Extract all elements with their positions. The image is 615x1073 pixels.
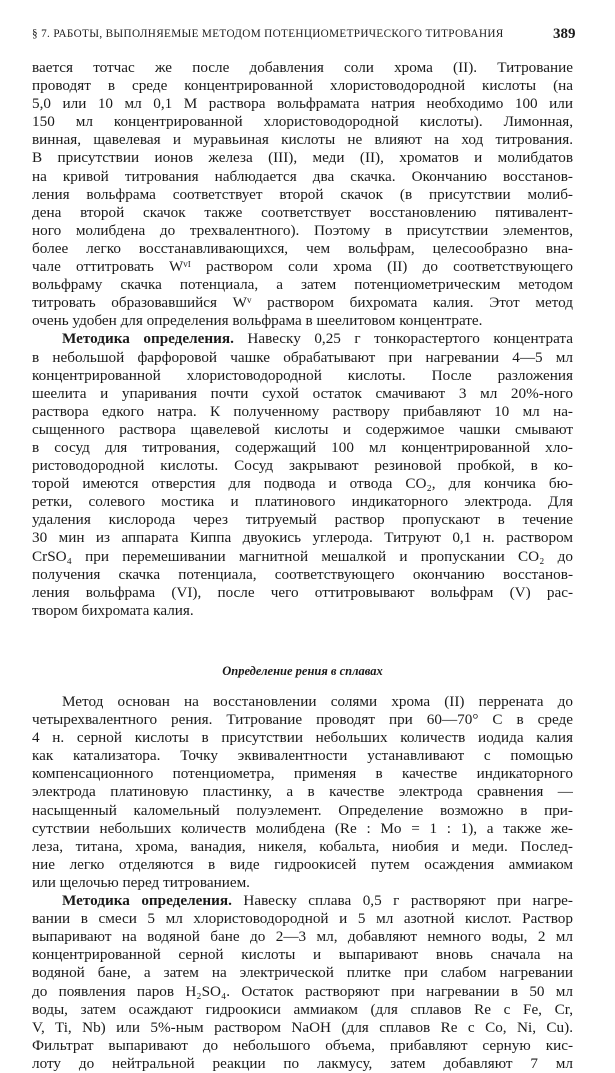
text-line: очень удобен для определения вольфрама в шеелитовом концентрате. xyxy=(32,312,483,330)
text-line: водяной бане, а затем на электрической плитке при слабом нагревании xyxy=(32,964,573,982)
text-line: дена второй скачок также соответствует восстановлению пятивалент- xyxy=(32,203,573,221)
text-line: шеелита и упаривания почти сухой остаток смачивают 3 мл 20%-ного xyxy=(32,384,573,402)
text-line: В присутствии ионов железа (III), меди (II), хроматов и молибдатов xyxy=(32,149,573,167)
running-head: § 7. РАБОТЫ, ВЫПОЛНЯЕМЫЕ МЕТОДОМ ПОТЕНЦИОМЕТРИЧЕСКОГО ТИТРОВАНИЯ xyxy=(32,28,504,40)
procedure-first-line-text: Навеску 0,25 г тонкорастертого концентрата xyxy=(233,330,573,348)
paragraph-rhenium-procedure xyxy=(32,892,573,1073)
text-line: до появления паров H₂SO₄. Остаток растворяют при нагревании в 50 мл xyxy=(32,982,573,1000)
text-line: вольфраму скачка потенциала, а затем потенциометрическим методом xyxy=(32,276,573,294)
text-line: удаления кислорода через титруемый раствор пропускают в течение xyxy=(32,511,573,529)
section-heading: Определение рения в сплавах xyxy=(222,663,383,678)
text-line: на кривой титрования наблюдается два скачка. Окончанию восстанов- xyxy=(32,167,573,185)
text-line: выпаривают на водяной бане до 2—3 мл, добавляют немного воды, 2 мл xyxy=(32,928,573,946)
section-spacer xyxy=(32,620,573,662)
text-line: воды, затем осаждают гидроокиси аммиаком (для сплавов Re с Fe, Cr, xyxy=(32,1000,573,1018)
text-line: торой имеются отверстия для подвода и отвода CO₂, для кончика бю- xyxy=(32,475,573,493)
text-line: Метод основан на восстановлении солями хрома (II) перрената до xyxy=(62,693,573,710)
text-line: титровать образовавшийся Wᵛ раствором бихромата калия. Этот метод xyxy=(32,294,573,312)
procedure-first-line xyxy=(32,330,573,348)
body-text xyxy=(32,59,573,1073)
text-line: концентрированной хлористоводородной кислоты. После разложения xyxy=(32,366,573,384)
text-line: сыщенного раствора щавелевой кислоты и содержимое чашки смывают xyxy=(32,420,573,438)
text-line: ретки, солевого мостика и платинового индикаторного электрода. Для xyxy=(32,493,573,511)
text-line: проводят в среде концентрированной хлористоводородной кислоты (на xyxy=(32,77,573,95)
text-line: раствора едкого натра. К полученному раствору прибавляют 10 мл на- xyxy=(32,402,573,420)
page-number: 389 xyxy=(553,26,576,42)
text-line: концентрированной серной кислоты и выпаривают вновь сначала на xyxy=(32,946,573,964)
paragraph-tungsten-procedure xyxy=(32,330,573,620)
procedure-first-line xyxy=(32,892,573,910)
text-line: твором бихромата калия. xyxy=(32,601,194,619)
text-line: ние легко отделяются в виде гидроокисей путем осаждения аммиаком xyxy=(32,855,573,873)
text-line: вается тотчас же после добавления соли хрома (II). Титрование xyxy=(32,59,573,76)
text-line: четырехвалентного рения. Титрование проводят при 60—70° С в среде xyxy=(32,711,573,729)
text-line: как катализатора. Точку эквивалентности устанавливают с помощью xyxy=(32,747,573,765)
text-line: вании в смеси 5 мл хлористоводородной и 5 мл азотной кислот. Раствор xyxy=(32,910,573,928)
text-line: более легко восстанавливающихся, чем вольфрам, целесообразно вна- xyxy=(32,239,573,257)
text-line: или щелочью перед титрованием. xyxy=(32,873,250,891)
text-line: 30 мин из аппарата Киппа двуокись углерода. Титруют 0,1 н. раствором xyxy=(32,529,573,547)
text-line: лоту до нейтральной реакции по лакмусу, затем добавляют 7 мл xyxy=(32,1054,573,1072)
procedure-label: Методика определения. xyxy=(62,330,234,348)
text-line: леза, титана, хрома, ванадия, никеля, кобальта, ниобия и меди. Послед- xyxy=(32,837,573,855)
paragraph-rhenium-method xyxy=(32,693,573,892)
paragraph-tungsten-intro xyxy=(32,59,573,330)
text-line: сутствии небольших количеств молибдена (Re : Mo = 1 : 1), а также же- xyxy=(32,819,573,837)
text-line: в небольшой фарфоровой чашке обрабатывают при нагревании 4—5 мл xyxy=(32,348,573,366)
text-line: V, Ti, Nb) или 5%-ным раствором NaOH (для сплавов Re с Co, Ni, Cu). xyxy=(32,1018,573,1036)
text-line: ристоводородной кислоты. Сосуд закрывают резиновой пробкой, в ко- xyxy=(32,457,573,475)
text-line: насыщенный каломельный полуэлемент. Определение возможно в при- xyxy=(32,801,573,819)
text-line: получения скачка потенциала, соответствующего окончанию восстанов- xyxy=(32,565,573,583)
text-line: компенсационного потенциометра, применяя в качестве индикаторного xyxy=(32,765,573,783)
text-line: в сосуд для титрования, содержащий 100 мл концентрированной хло- xyxy=(32,438,573,456)
text-line: 150 мл концентрированной хлористоводородной кислоты). Лимонная, xyxy=(32,113,573,131)
text-line: винная, щавелевая и муравьиная кислоты не влияют на ход титрования. xyxy=(32,131,573,149)
text-line: чале оттитровать Wᵛᴵ раствором соли хрома (II) до соответствующего xyxy=(32,258,573,276)
text-line: электрода платиновую пластинку, а в качестве электрода сравнения — xyxy=(32,783,573,801)
text-line: 4 н. серной кислоты в присутствии небольших количеств иодида калия xyxy=(32,729,573,747)
text-line: Фильтрат выпаривают до небольшого объема, прибавляют серную кис- xyxy=(32,1036,573,1054)
text-line: ления вольфрама соответствует второй скачок (в присутствии молиб- xyxy=(32,185,573,203)
section-spacer xyxy=(32,680,573,693)
procedure-label: Методика определения. xyxy=(62,892,232,910)
text-line: 5,0 или 10 мл 0,1 М раствора вольфрамата натрия необходимо 100 или xyxy=(32,95,573,113)
text-line: ления вольфрама (VI), после чего оттитровывают вольфрам (V) рас- xyxy=(32,583,573,601)
text-line: CrSO₄ при перемешивании магнитной мешалкой и пропускании CO₂ до xyxy=(32,547,573,565)
text-line: ного молибдена до трехвалентного). Поэтому в присутствии элементов, xyxy=(32,221,573,239)
procedure-first-line-text: Навеску сплава 0,5 г растворяют при нагре- xyxy=(231,892,573,910)
